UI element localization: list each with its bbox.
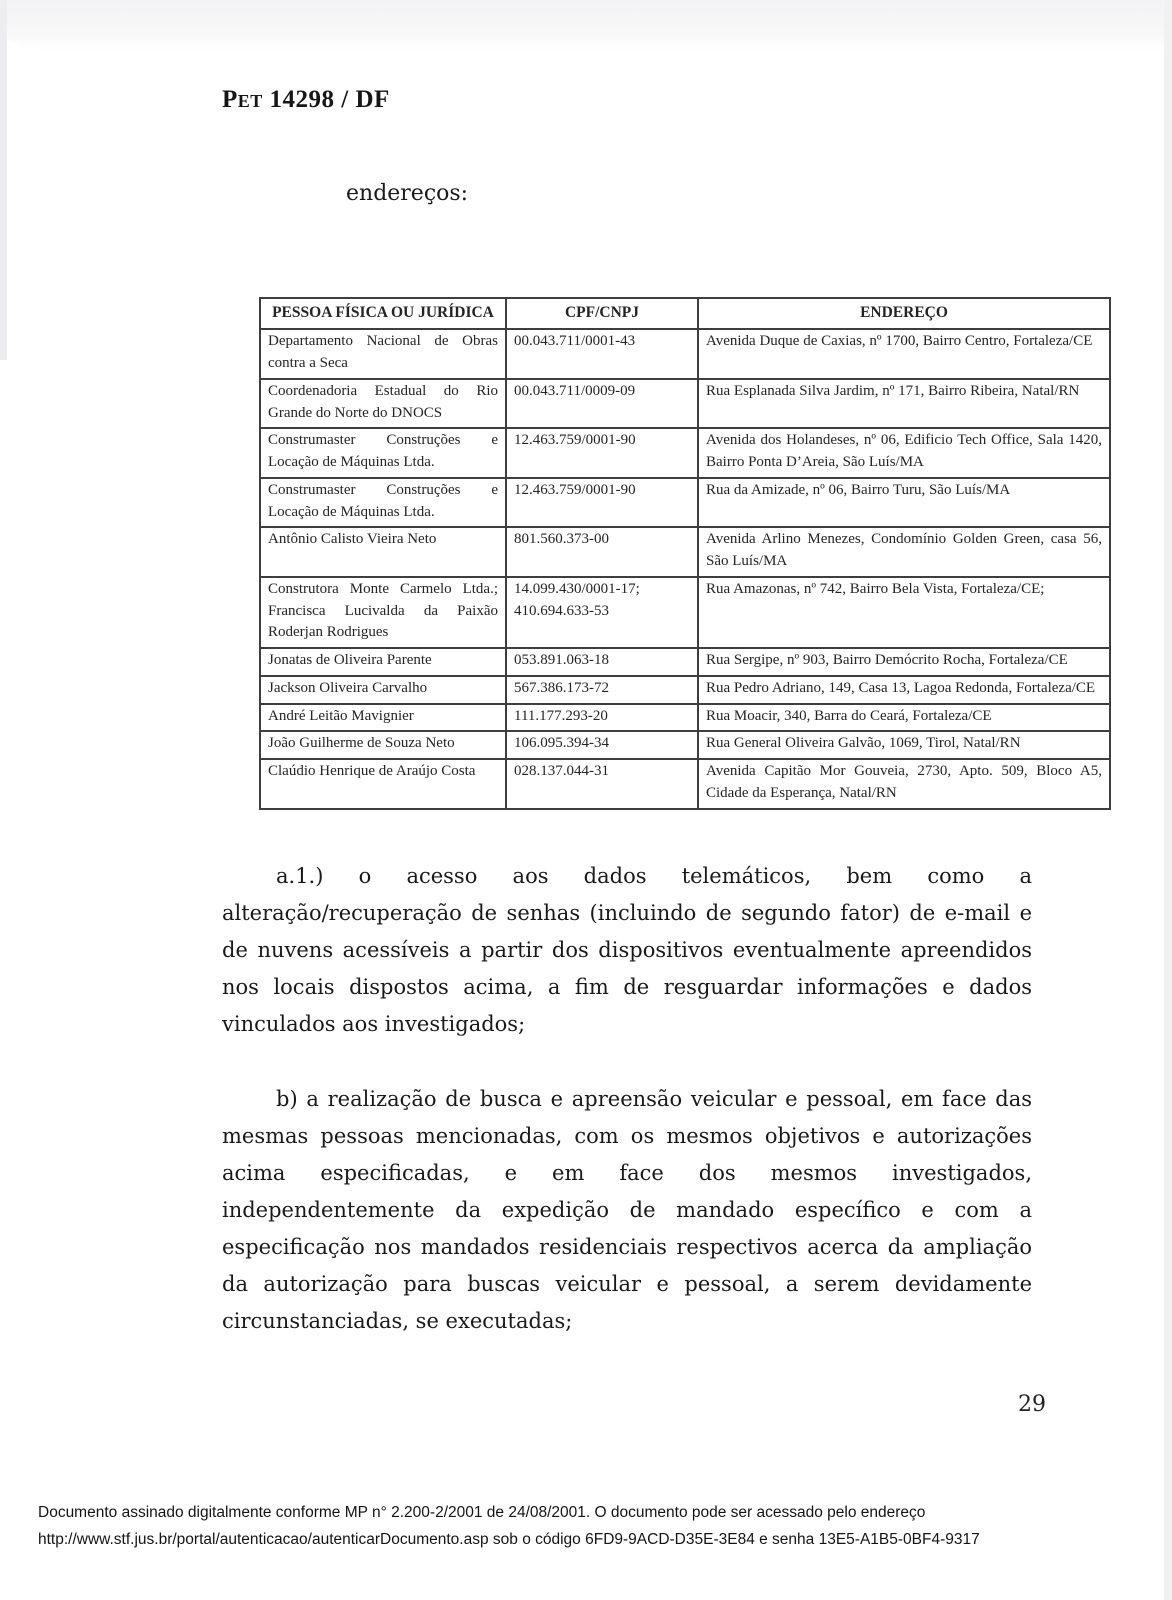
table-row: [260, 704, 1110, 732]
paragraph-b: b) a realização de busca e apreensão veicular e pessoal, em face das mesmas pessoas mencionadas, com os mesmos objetivos e autorizações acima especificadas, e em face dos mesmos investigados, independentemente da expedição de mandado específico e com a especificação nos mandados residenciais respectivos acerca da ampliação da autorização para buscas veicular e pessoal, a serem devidamente circunstanciadas, se executadas;: [222, 1087, 1032, 1333]
cell-address: Rua Pedro Adriano, 149, Casa 13, Lagoa Redonda, Fortaleza/CE: [698, 676, 1110, 704]
cell-name: Departamento Nacional de Obras contra a Seca: [260, 329, 506, 379]
scan-shadow-top: [0, 0, 1172, 52]
cell-cpf: 801.560.373-00: [506, 527, 698, 577]
cell-cpf: 14.099.430/0001-17; 410.694.633-53: [506, 577, 698, 648]
cell-name: Antônio Calisto Vieira Neto: [260, 527, 506, 577]
addresses-table: [259, 297, 1111, 810]
case-number: Pet 14298 / DF: [222, 86, 390, 113]
cell-address: Rua Moacir, 340, Barra do Ceará, Fortaleza/CE: [698, 704, 1110, 732]
table-header-row: [260, 298, 1110, 329]
cell-cpf: 106.095.394-34: [506, 731, 698, 759]
cell-name: Construmaster Construções e Locação de Máquinas Ltda.: [260, 478, 506, 528]
column-header-cpf: CPF/CNPJ: [506, 298, 698, 329]
table-row: [260, 759, 1110, 809]
cell-name: André Leitão Mavignier: [260, 704, 506, 732]
scan-edge-right: [1164, 0, 1172, 1600]
column-header-endereco: ENDEREÇO: [698, 298, 1110, 329]
cell-cpf: 053.891.063-18: [506, 648, 698, 676]
cell-address: Avenida dos Holandeses, nº 06, Edificio Tech Office, Sala 1420, Bairro Ponta D’Areia, São Luís/MA: [698, 428, 1110, 478]
signature-footer: [38, 1500, 1143, 1553]
table-row: [260, 428, 1110, 478]
signature-footer-line2: http://www.stf.jus.br/portal/autenticacao/autenticarDocumento.asp sob o código 6FD9-9ACD-D35E-3E84 e senha 13E5-A1B5-0BF4-9317: [38, 1530, 980, 1548]
scan-edge-left: [0, 0, 7, 360]
body-paragraphs: [222, 858, 1032, 1378]
page-number: 29: [1018, 1392, 1046, 1417]
table-row: [260, 478, 1110, 528]
cell-address: Rua Amazonas, nº 742, Bairro Bela Vista, Fortaleza/CE;: [698, 577, 1110, 648]
table-row: [260, 648, 1110, 676]
cell-name: Construmaster Construções e Locação de Máquinas Ltda.: [260, 428, 506, 478]
cell-cpf: 00.043.711/0009-09: [506, 379, 698, 429]
column-header-pessoa: PESSOA FÍSICA OU JURÍDICA: [260, 298, 506, 329]
table-row: [260, 577, 1110, 648]
cell-name: Claúdio Henrique de Araújo Costa: [260, 759, 506, 809]
cell-name: Coordenadoria Estadual do Rio Grande do Norte do DNOCS: [260, 379, 506, 429]
table-row: [260, 731, 1110, 759]
cell-cpf: 12.463.759/0001-90: [506, 428, 698, 478]
cell-address: Avenida Arlino Menezes, Condomínio Golden Green, casa 56, São Luís/MA: [698, 527, 1110, 577]
cell-name: Jackson Oliveira Carvalho: [260, 676, 506, 704]
table-row: [260, 379, 1110, 429]
cell-cpf: 111.177.293-20: [506, 704, 698, 732]
cell-address: Rua da Amizade, nº 06, Bairro Turu, São Luís/MA: [698, 478, 1110, 528]
table-row: [260, 329, 1110, 379]
table-row: [260, 676, 1110, 704]
table-row: [260, 527, 1110, 577]
cell-name: João Guilherme de Souza Neto: [260, 731, 506, 759]
cell-name: Jonatas de Oliveira Parente: [260, 648, 506, 676]
cell-name: Construtora Monte Carmelo Ltda.; Francisca Lucivalda da Paixão Roderjan Rodrigues: [260, 577, 506, 648]
cell-cpf: 028.137.044-31: [506, 759, 698, 809]
cell-address: Rua General Oliveira Galvão, 1069, Tirol, Natal/RN: [698, 731, 1110, 759]
cell-cpf: 00.043.711/0001-43: [506, 329, 698, 379]
cell-address: Rua Esplanada Silva Jardim, nº 171, Bairro Ribeira, Natal/RN: [698, 379, 1110, 429]
signature-footer-line1: Documento assinado digitalmente conforme MP n° 2.200-2/2001 de 24/08/2001. O documento pode ser acessado pelo endereço: [38, 1504, 926, 1521]
paragraph-a1: a.1.) o acesso aos dados telemáticos, bem como a alteração/recuperação de senhas (incluindo de segundo fator) de e-mail e de nuvens acessíveis a partir dos dispositivos eventualmente apreendidos nos locais dispostos acima, a fim de resguardar informações e dados vinculados aos investigados;: [222, 864, 1032, 1036]
cell-cpf: 12.463.759/0001-90: [506, 478, 698, 528]
cell-address: Avenida Duque de Caxias, nº 1700, Bairro Centro, Fortaleza/CE: [698, 329, 1110, 379]
cell-cpf: 567.386.173-72: [506, 676, 698, 704]
intro-text: endereços:: [346, 181, 469, 206]
cell-address: Rua Sergipe, nº 903, Bairro Demócrito Rocha, Fortaleza/CE: [698, 648, 1110, 676]
cell-address: Avenida Capitão Mor Gouveia, 2730, Apto. 509, Bloco A5, Cidade da Esperança, Natal/RN: [698, 759, 1110, 809]
